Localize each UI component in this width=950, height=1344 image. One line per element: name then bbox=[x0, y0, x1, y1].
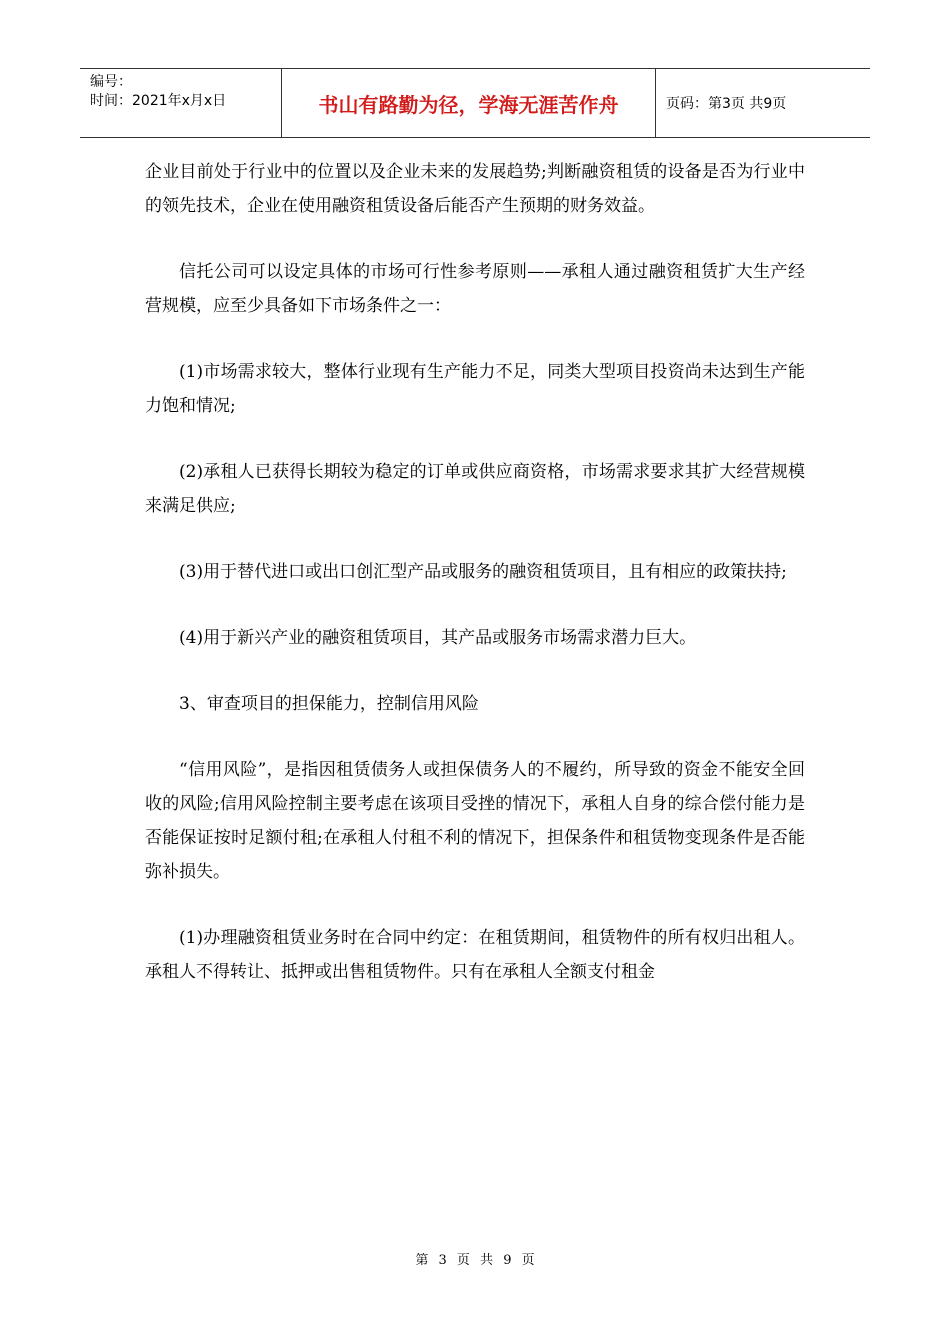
header-divider bbox=[655, 69, 656, 137]
list-item: (1)办理融资租赁业务时在合同中约定：在租赁期间，租赁物件的所有权归出租人。承租人不得转让、抵押或出售租赁物件。只有在承租人全额支付租金 bbox=[145, 928, 805, 982]
document-number: 编号： bbox=[90, 74, 132, 90]
header-page-info: 页码：第3页 共9页 bbox=[666, 96, 787, 112]
document-body bbox=[145, 155, 805, 1021]
list-item: (3)用于替代进口或出口创汇型产品或服务的融资租赁项目，且有相应的政策扶持; bbox=[179, 562, 787, 582]
paragraph: “信用风险”，是指因租赁债务人或担保债务人的不履约，所导致的资金不能安全回收的风险;信用风险控制主要考虑在该项目受挫的情况下，承租人自身的综合偿付能力是否能保证按时足额付租;在承租人付租不利的情况下，担保条件和租赁物变现条件是否能弥补损失。 bbox=[145, 760, 805, 882]
header-meta bbox=[90, 73, 226, 111]
page-header bbox=[80, 68, 870, 138]
paragraph: 企业目前处于行业中的位置以及企业未来的发展趋势;判断融资租赁的设备是否为行业中的领先技术，企业在使用融资租赁设备后能否产生预期的财务效益。 bbox=[145, 162, 805, 216]
document-date: 时间：2021年x月x日 bbox=[90, 93, 227, 109]
paragraph: 信托公司可以设定具体的市场可行性参考原则——承租人通过融资租赁扩大生产经营规模，应至少具备如下市场条件之一： bbox=[145, 262, 805, 316]
page-footer: 第 3 页 共 9 页 bbox=[415, 1253, 535, 1268]
header-motto: 书山有路勤为径，学海无涯苦作舟 bbox=[318, 92, 619, 117]
section-heading: 3、审查项目的担保能力，控制信用风险 bbox=[179, 694, 479, 714]
list-item: (4)用于新兴产业的融资租赁项目，其产品或服务市场需求潜力巨大。 bbox=[179, 628, 697, 648]
list-item: (2)承租人已获得长期较为稳定的订单或供应商资格，市场需求要求其扩大经营规模来满足供应; bbox=[145, 462, 805, 516]
list-item: (1)市场需求较大，整体行业现有生产能力不足，同类大型项目投资尚未达到生产能力饱和情况; bbox=[145, 362, 805, 416]
